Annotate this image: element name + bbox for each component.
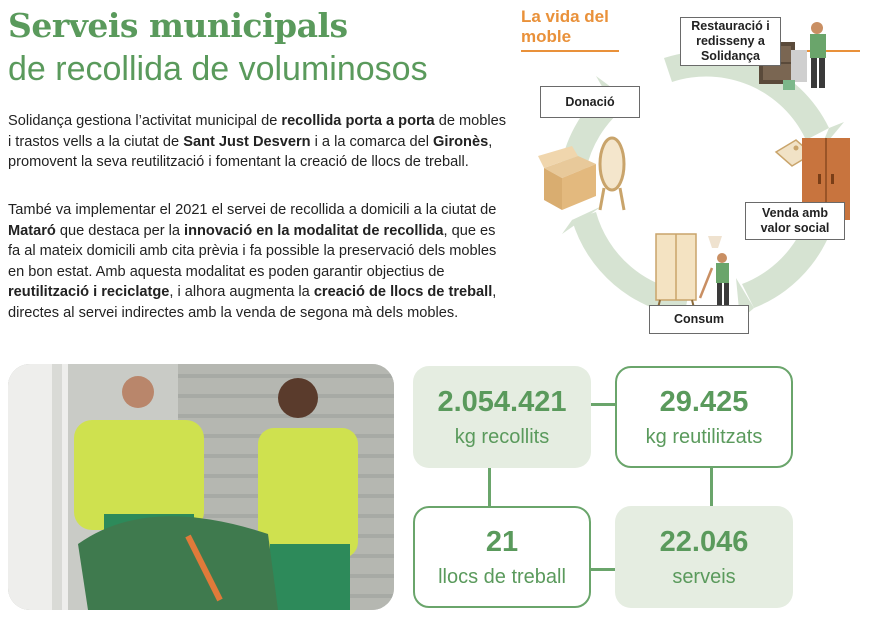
- highlight-text: Mataró: [8, 222, 56, 239]
- stage-donacio: Donació: [540, 86, 640, 118]
- body-text: Solidança gestiona l’activitat municipal de: [8, 113, 282, 129]
- highlight-text: Sant Just Desvern: [183, 133, 311, 150]
- cycle-title: La vida del moble: [521, 7, 609, 46]
- box-and-mirror-icon: [538, 134, 630, 216]
- highlight-text: creació de llocs de treball: [313, 284, 493, 300]
- body-text: que destaca per la: [55, 222, 185, 239]
- stat-number: 21: [485, 526, 519, 558]
- highlight-text: recollida porta a porta: [281, 113, 435, 129]
- mirror-icon: [600, 138, 624, 190]
- page-title: Serveis municipals: [8, 6, 348, 45]
- stat-llocs-de-treball: [413, 506, 591, 608]
- workers-photo: [8, 364, 394, 610]
- body-text: També va implementar el 2021 el servei de recollida a domicili a la ciutat de: [8, 202, 497, 218]
- stat-label: kg reutilitzats: [645, 426, 763, 448]
- body-text: , directes al servei indirectes amb la venda de segona mà dels mobles.: [8, 284, 497, 321]
- stage-restauracio: Restauració i redisseny a Solidança: [680, 17, 781, 66]
- stat-kg-recollits: [413, 366, 591, 468]
- worker-cleaning-icon: [652, 232, 740, 312]
- stat-number: 22.046: [659, 526, 749, 558]
- body-text: , que es fa al mateix domicili amb cita prèvia i fa possible la preservació dels mobles en bon estat. Amb aquesta modalitat es poden garantir objectius de: [8, 222, 497, 280]
- intro-paragraph: [8, 111, 508, 173]
- stats-connector-top: [591, 403, 615, 406]
- stats-connector-left: [488, 468, 491, 506]
- stat-label: serveis: [672, 566, 736, 588]
- body-text: , promovent la seva reutilització i fomentant la creació de llocs de treball.: [8, 133, 493, 170]
- stat-label: kg recollits: [454, 426, 550, 448]
- stage-consum: Consum: [649, 305, 749, 334]
- page-subtitle: de recollida de voluminosos: [8, 50, 428, 88]
- highlight-text: innovació en la modalitat de recollida: [184, 222, 444, 239]
- stage-venda: Venda amb valor social: [745, 202, 845, 240]
- body-text: de mobles i trastos vells a la ciutat de: [8, 113, 507, 150]
- stat-label: llocs de treball: [438, 566, 566, 588]
- stat-kg-reutilitzats: [615, 366, 793, 468]
- stats-connector-right: [710, 468, 713, 506]
- highlight-text: reutilització i reciclatge: [8, 284, 170, 300]
- mataro-paragraph: [8, 200, 508, 323]
- stats-connector-bottom: [591, 568, 615, 571]
- stat-number: 2.054.421: [437, 386, 567, 418]
- stat-serveis: [615, 506, 793, 608]
- body-text: i a la comarca del: [310, 133, 434, 150]
- body-text: , i alhora augmenta la: [169, 284, 314, 300]
- highlight-text: Gironès: [433, 133, 489, 150]
- stat-number: 29.425: [659, 386, 749, 418]
